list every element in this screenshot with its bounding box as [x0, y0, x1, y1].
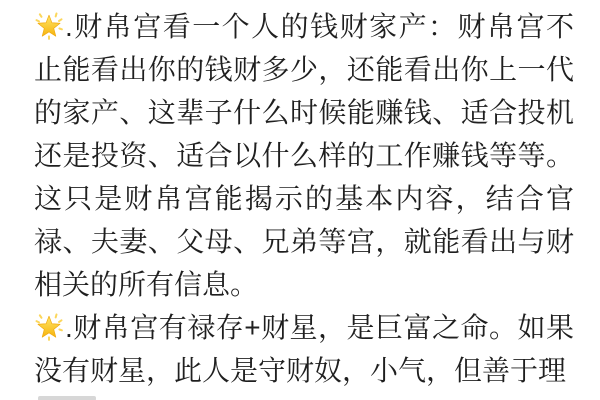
paragraph-2-text: .财帛宫有禄存+财星，是巨富之命。如果没有财星，此人是守财奴，小气，但善于理: [34, 312, 574, 386]
paragraph-1-text: .财帛宫看一个人的钱财家产：财帛宫不止能看出你的钱财多少，还能看出你上一代的家产、这辈子什么时候能赚钱、适合投机还是投资、适合以什么样的工作赚钱等等。这只是财帛宫能揭示的基本内容，结合官禄、夫妻、父母、兄弟等宫，就能看出与财相关的所有信息。: [34, 11, 574, 300]
glowing-star-icon: [34, 312, 64, 342]
paragraph-1: [34, 5, 574, 306]
glowing-star-icon: [34, 11, 64, 41]
cutoff-next-line-sliver: [38, 396, 96, 400]
paragraph-2: [34, 306, 574, 392]
